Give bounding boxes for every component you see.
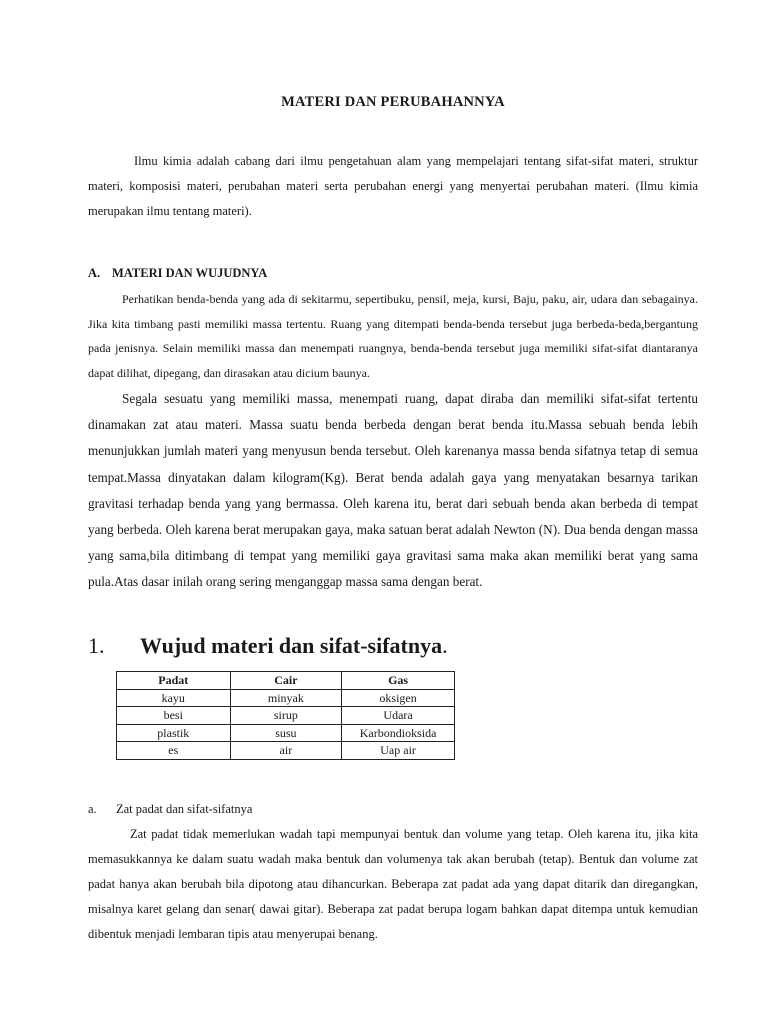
intro-text: Ilmu kimia adalah cabang dari ilmu pengetahuan alam yang mempelajari tentang sifat-sifat materi, struktur materi, komposisi materi, perubahan materi serta perubahan energi yang menyertai perubahan materi. (Ilmu kimia merupakan ilmu tentang materi). bbox=[88, 154, 698, 218]
page-title: MATERI DAN PERUBAHANNYA bbox=[281, 94, 505, 110]
table-row bbox=[117, 742, 455, 760]
subsection-a-heading bbox=[88, 802, 252, 817]
table-cell: sirup bbox=[230, 707, 342, 725]
table-row bbox=[117, 689, 455, 707]
table-cell: susu bbox=[230, 724, 342, 742]
table-header-row bbox=[117, 672, 455, 690]
table-cell: kayu bbox=[117, 689, 231, 707]
table-cell: oksigen bbox=[342, 689, 455, 707]
matter-states-table bbox=[116, 671, 455, 760]
table-cell: besi bbox=[117, 707, 231, 725]
subsection-1-heading bbox=[88, 633, 448, 659]
section-a-heading bbox=[88, 266, 267, 281]
table-cell: Karbondioksida bbox=[342, 724, 455, 742]
table-cell: air bbox=[230, 742, 342, 760]
table-cell: es bbox=[117, 742, 231, 760]
section-a-para1-text: Perhatikan benda-benda yang ada di sekitarmu, sepertibuku, pensil, meja, kursi, Baju, paku, air, udara dan sebagainya. Jika kita timbang pasti memiliki massa tertentu. Ruang yang ditempati benda-benda tersebut juga berbeda-beda,bergantung pada jenisnya. Selain memiliki massa dan menempati ruangnya, benda-benda tersebut juga memiliki sifat-sifat diantaranya dapat dilihat, dipegang, dan dirasakan atau dicium baunya. bbox=[88, 292, 698, 380]
table-cell: plastik bbox=[117, 724, 231, 742]
section-a-paragraph-2 bbox=[88, 386, 698, 596]
section-a-title: MATERI DAN WUJUDNYA bbox=[112, 266, 268, 280]
table-cell: Uap air bbox=[342, 742, 455, 760]
subsection-a-title: Zat padat dan sifat-sifatnya bbox=[116, 802, 253, 816]
section-a-para2-text: Segala sesuatu yang memiliki massa, menempati ruang, dapat diraba dan memiliki sifat-sifat tertentu dinamakan zat atau materi. Massa suatu benda berbeda dengan berat benda itu.Massa sebuah benda lebih menunjukkan jumlah materi yang menyusun benda tersebut. Oleh karenanya massa benda sifatnya tetap di semua tempat.Massa dinyatakan dalam kilogram(Kg). Berat benda adalah gaya yang menyatakan besarnya tarikan gravitasi terhadap benda yang yang bermassa. Oleh karena itu, berat dari sebuah benda akan berbeda di tempat yang berbeda. Oleh karena berat merupakan gaya, maka satuan berat adalah Newton (N). Dua benda dengan massa yang sama,bila ditimbang di tempat yang memiliki gaya gravitasi sama maka akan memiliki berat yang sama pula.Atas dasar inilah orang sering menganggap massa sama dengan berat. bbox=[88, 391, 698, 590]
header-cair: Cair bbox=[230, 672, 342, 690]
header-gas: Gas bbox=[342, 672, 455, 690]
section-a-paragraph-1 bbox=[88, 287, 698, 385]
header-padat: Padat bbox=[117, 672, 231, 690]
intro-paragraph bbox=[88, 149, 698, 224]
table-cell: Udara bbox=[342, 707, 455, 725]
subsection-a-letter: a. bbox=[88, 802, 97, 816]
subsection-1-number: 1. bbox=[88, 633, 105, 658]
table-cell: minyak bbox=[230, 689, 342, 707]
subsection-a-para-text: Zat padat tidak memerlukan wadah tapi mempunyai bentuk dan volume yang tetap. Oleh karena itu, jika kita memasukkannya ke dalam suatu wadah maka bentuk dan volumenya tak akan berubah (tetap). Bentuk dan volume zat padat hanya akan berubah bila dipotong atau dihancurkan. Beberapa zat padat ada yang dapat ditarik dan diregangkan, misalnya karet gelang dan senar( dawai gitar). Beberapa zat padat berupa logam bahkan dapat ditempa untuk kemudian dibentuk menjadi lembaran tipis atau menyerupai benang. bbox=[88, 827, 698, 941]
table-row bbox=[117, 707, 455, 725]
table-row bbox=[117, 724, 455, 742]
section-a-letter: A. bbox=[88, 266, 101, 280]
document-page bbox=[88, 0, 698, 1024]
subsection-1-title: Wujud materi dan sifat-sifatnya bbox=[140, 633, 443, 658]
subsection-a-paragraph bbox=[88, 822, 698, 947]
subsection-1-period: . bbox=[442, 633, 448, 658]
